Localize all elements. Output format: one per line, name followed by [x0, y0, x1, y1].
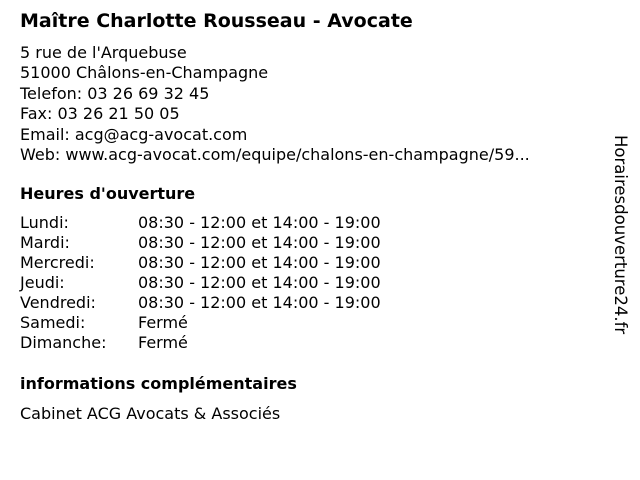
phone-number: Telefon: 03 26 69 32 45	[20, 83, 210, 103]
site-watermark: Horairesdouverture24.fr	[611, 135, 630, 335]
day-label: Mercredi:	[20, 253, 95, 272]
day-hours: 08:30 - 12:00 et 14:00 - 19:00	[138, 213, 381, 232]
page-title: Maître Charlotte Rousseau - Avocate	[20, 10, 413, 32]
day-label: Mardi:	[20, 233, 70, 252]
fax-number: Fax: 03 26 21 50 05	[20, 104, 180, 124]
info-heading: informations complémentaires	[20, 374, 297, 393]
day-hours: 08:30 - 12:00 et 14:00 - 19:00	[138, 233, 381, 252]
hours-row-wednesday	[20, 253, 440, 273]
day-hours: 08:30 - 12:00 et 14:00 - 19:00	[138, 293, 381, 312]
day-label: Samedi:	[20, 313, 86, 332]
website-url: Web: www.acg-avocat.com/equipe/chalons-en-champagne/59...	[20, 144, 530, 164]
address-street: 5 rue de l'Arquebuse	[20, 43, 187, 62]
day-label: Jeudi:	[20, 273, 65, 292]
email-address: Email: acg@acg-avocat.com	[20, 124, 248, 144]
contact-block	[20, 43, 530, 165]
hours-row-tuesday	[20, 233, 440, 253]
day-hours: Fermé	[138, 333, 188, 352]
info-text: Cabinet ACG Avocats & Associés	[20, 404, 281, 423]
day-label: Lundi:	[20, 213, 69, 232]
hours-row-thursday	[20, 273, 440, 293]
day-hours: Fermé	[138, 313, 188, 332]
day-label: Vendredi:	[20, 293, 96, 312]
day-hours: 08:30 - 12:00 et 14:00 - 19:00	[138, 273, 381, 292]
hours-row-sunday	[20, 333, 440, 353]
day-hours: 08:30 - 12:00 et 14:00 - 19:00	[138, 253, 381, 272]
hours-row-saturday	[20, 313, 440, 333]
hours-heading: Heures d'ouverture	[20, 184, 196, 203]
hours-table	[20, 213, 440, 353]
hours-row-friday	[20, 293, 440, 313]
day-label: Dimanche:	[20, 333, 107, 352]
address-city: 51000 Châlons-en-Champagne	[20, 63, 269, 83]
hours-row-monday	[20, 213, 440, 233]
